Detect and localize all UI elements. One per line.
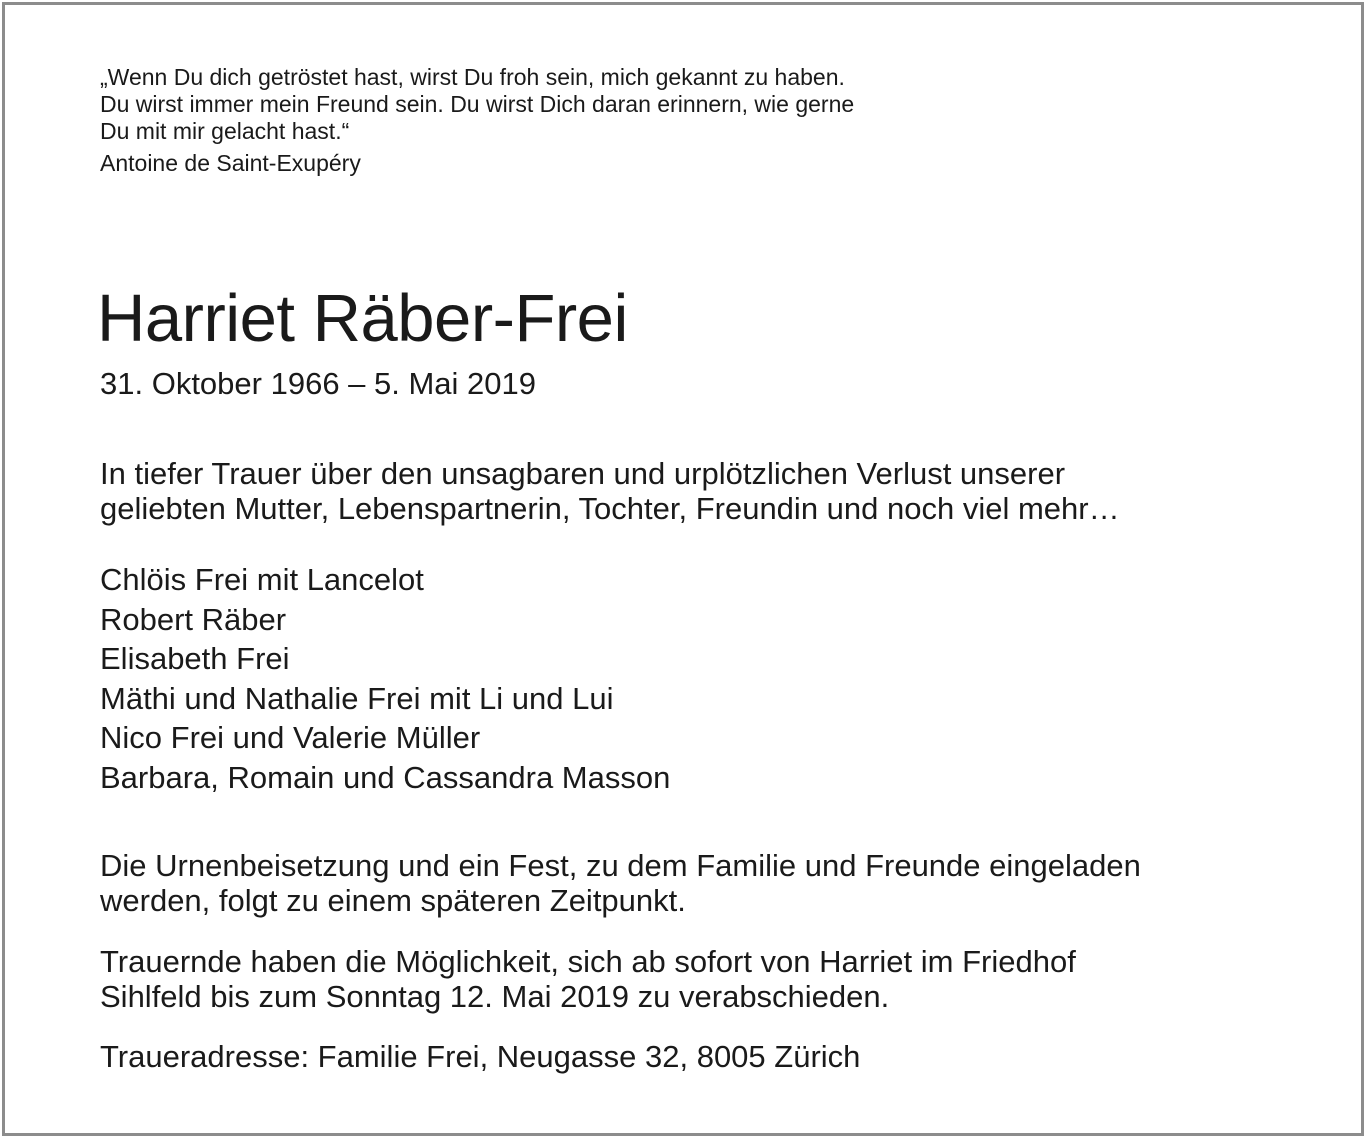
burial-line: Die Urnenbeisetzung und ein Fest, zu dem Familie und Freunde eingeladen <box>100 848 1141 883</box>
quote-line: „Wenn Du dich getröstet hast, wirst Du froh sein, mich gekannt zu haben. <box>100 64 845 90</box>
farewell-line: Sihlfeld bis zum Sonntag 12. Mai 2019 zu verabschieden. <box>100 979 890 1014</box>
burial-paragraph <box>100 848 1320 918</box>
intro-paragraph <box>100 456 1320 526</box>
burial-line: werden, folgt zu einem späteren Zeitpunkt. <box>100 883 686 918</box>
mourner-item: Nico Frei und Valerie Müller <box>100 720 481 756</box>
intro-line: In tiefer Trauer über den unsagbaren und urplötzlichen Verlust unserer <box>100 456 1066 491</box>
mourners-list <box>100 560 670 798</box>
mourner-item: Barbara, Romain und Cassandra Masson <box>100 759 671 795</box>
mourner-item: Mäthi und Nathalie Frei mit Li und Lui <box>100 680 614 716</box>
mourning-address <box>100 1039 1320 1074</box>
epigraph-quote <box>100 64 1100 145</box>
farewell-paragraph <box>100 944 1320 1014</box>
mourner-item: Elisabeth Frei <box>100 641 290 677</box>
deceased-name: Harriet Räber-Frei <box>97 281 628 356</box>
quote-line: Du mit mir gelacht hast.“ <box>100 118 350 144</box>
quote-line: Du wirst immer mein Freund sein. Du wirst Dich daran erinnern, wie gerne <box>100 91 855 117</box>
farewell-line: Trauernde haben die Möglichkeit, sich ab sofort von Harriet im Friedhof <box>100 944 1076 979</box>
life-dates: 31. Oktober 1966 – 5. Mai 2019 <box>100 366 537 401</box>
mourner-item: Chlöis Frei mit Lancelot <box>100 562 424 597</box>
quote-author: Antoine de Saint-Exupéry <box>100 150 361 176</box>
mourner-item: Robert Räber <box>100 601 287 637</box>
intro-line: geliebten Mutter, Lebenspartnerin, Tochter, Freundin und noch viel mehr… <box>100 491 1120 526</box>
address-line: Traueradresse: Familie Frei, Neugasse 32, 8005 Zürich <box>100 1039 861 1074</box>
